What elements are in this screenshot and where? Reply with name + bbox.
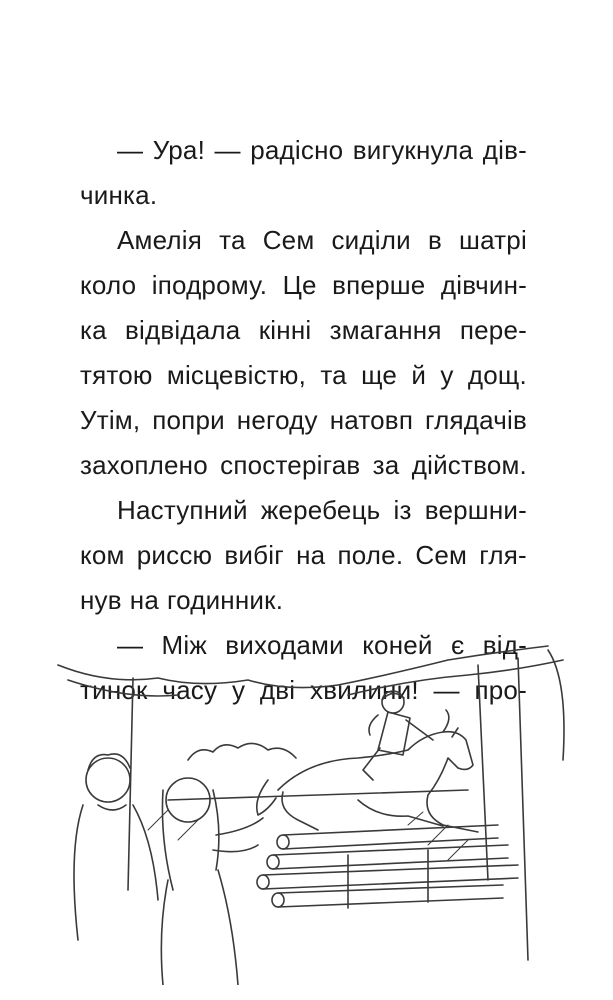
word: у bbox=[440, 360, 454, 390]
word: дощ. bbox=[467, 360, 527, 390]
boy-spectator bbox=[74, 754, 158, 940]
word: — bbox=[433, 675, 460, 705]
word: на bbox=[129, 585, 159, 615]
word: дві bbox=[259, 675, 296, 705]
word: Сем bbox=[415, 540, 468, 570]
word: із bbox=[393, 495, 412, 525]
word: та bbox=[320, 360, 347, 390]
word: радісно bbox=[250, 135, 344, 165]
log-jump bbox=[257, 825, 518, 908]
word: дів- bbox=[482, 135, 527, 165]
word: риссю bbox=[136, 540, 213, 570]
tent-pole-right bbox=[478, 665, 488, 880]
word: коней bbox=[362, 630, 433, 660]
word: є bbox=[450, 630, 465, 660]
word: тинок bbox=[80, 675, 148, 705]
text-line bbox=[80, 533, 527, 578]
text-line bbox=[80, 353, 527, 398]
word: чинка. bbox=[80, 180, 158, 210]
word: кінні bbox=[258, 315, 312, 345]
word: дійством. bbox=[411, 450, 527, 480]
word: вигукнула bbox=[352, 135, 474, 165]
word: — bbox=[214, 135, 241, 165]
word: сиділи bbox=[331, 225, 411, 255]
text-line bbox=[80, 128, 527, 173]
word: за bbox=[372, 450, 400, 480]
word: ком bbox=[80, 540, 125, 570]
illustration-horse-jump bbox=[48, 640, 573, 985]
word: Ура! bbox=[152, 135, 205, 165]
word: Утім, bbox=[80, 405, 141, 435]
word: спостерігав bbox=[220, 450, 361, 480]
text-line bbox=[80, 443, 527, 488]
word: місцевістю, bbox=[166, 360, 307, 390]
word: Це bbox=[282, 270, 317, 300]
word: у bbox=[231, 675, 246, 705]
word: попри bbox=[152, 405, 225, 435]
word: негоду bbox=[236, 405, 318, 435]
tent-pole-left bbox=[128, 678, 133, 890]
word: відвідала bbox=[125, 315, 241, 345]
word: вперше bbox=[332, 270, 426, 300]
word: Сем bbox=[262, 225, 315, 255]
word: виходами bbox=[225, 630, 344, 660]
word: вершни- bbox=[424, 495, 527, 525]
word: часу bbox=[162, 675, 218, 705]
text-line bbox=[80, 398, 527, 443]
word: змагання bbox=[329, 315, 442, 345]
word: гля- bbox=[479, 540, 527, 570]
word: хвилини! bbox=[310, 675, 419, 705]
horse bbox=[257, 710, 478, 832]
word: ка bbox=[80, 315, 107, 345]
word: ще bbox=[361, 360, 398, 390]
rider bbox=[363, 691, 433, 780]
tent-roof-edge bbox=[58, 646, 548, 688]
word: нув bbox=[80, 585, 122, 615]
word: Амелія bbox=[117, 225, 203, 255]
text-line bbox=[80, 308, 527, 353]
word: коло bbox=[80, 270, 137, 300]
word: від- bbox=[482, 630, 527, 660]
text-line bbox=[80, 263, 527, 308]
word: дівчин- bbox=[440, 270, 527, 300]
word: натовп bbox=[329, 405, 414, 435]
word: й bbox=[411, 360, 427, 390]
word: на bbox=[296, 540, 326, 570]
word: — bbox=[117, 135, 144, 165]
word: тятою bbox=[80, 360, 153, 390]
word: жеребець bbox=[260, 495, 381, 525]
word: пере- bbox=[459, 315, 527, 345]
body-text bbox=[80, 128, 527, 713]
word: шатрі bbox=[459, 225, 527, 255]
text-line bbox=[80, 173, 527, 218]
word: глядачів bbox=[425, 405, 527, 435]
text-line bbox=[80, 218, 527, 263]
word: іподрому. bbox=[151, 270, 268, 300]
word: поле. bbox=[337, 540, 404, 570]
word: та bbox=[219, 225, 246, 255]
word: вибіг bbox=[224, 540, 284, 570]
word: — bbox=[117, 630, 144, 660]
girl-spectator bbox=[161, 778, 263, 985]
text-line bbox=[80, 488, 527, 533]
word: про- bbox=[474, 675, 527, 705]
text-line bbox=[80, 578, 527, 623]
word: годинник. bbox=[167, 585, 284, 615]
word: захоплено bbox=[80, 450, 208, 480]
word: Наступний bbox=[117, 495, 248, 525]
word: Між bbox=[161, 630, 207, 660]
word: в bbox=[427, 225, 442, 255]
